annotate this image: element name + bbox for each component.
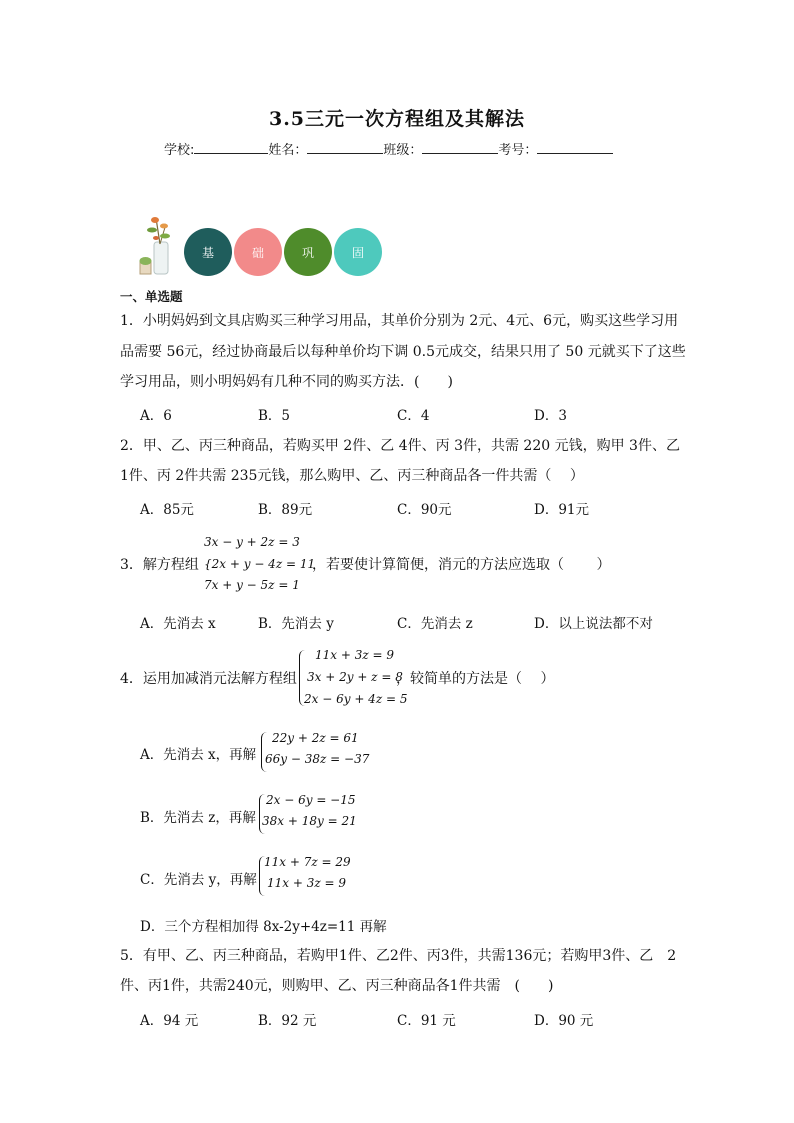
q1-option-c[interactable]: C．4	[397, 408, 430, 424]
q5-option-a[interactable]: A．94 元	[140, 1013, 199, 1029]
q3-option-d[interactable]: D．以上说法都不对	[534, 616, 653, 632]
q3-eq2: {2x + y − 4z = 11	[204, 557, 316, 571]
q3-eq1: 3x − y + 2z = 3	[204, 535, 300, 549]
q4-eq3: 2x − 6y + 4z = 5	[304, 692, 408, 706]
q3-suffix: ，若要使计算简便，消元的方法应选取（ ）	[312, 557, 611, 573]
q3-option-c[interactable]: C．先消去 z	[397, 616, 473, 632]
q4-suffix: ，较简单的方法是（ ）	[396, 671, 555, 687]
q3-prefix: 3．解方程组	[120, 557, 199, 573]
q4-option-d[interactable]: D．三个方程相加得 8x-2y+4z=11 再解	[140, 919, 387, 935]
q4-eq1: 11x + 3z = 9	[315, 648, 394, 662]
class-label: 班级：	[383, 143, 423, 158]
q3-option-a[interactable]: A．先消去 x	[140, 616, 216, 632]
q4-eq2: 3x + 2y + z = 8	[307, 670, 403, 684]
q2-line2: 1件、丙 2件共需 235元钱，那么购甲、乙、丙三种商品各一件共需（ ）	[120, 468, 584, 484]
class-blank[interactable]	[422, 141, 498, 154]
q5-option-c[interactable]: C．91 元	[397, 1013, 456, 1029]
q3-option-b[interactable]: B．先消去 y	[258, 616, 334, 632]
badge-ji: 基	[184, 228, 232, 276]
q4-option-b-eq1: 2x − 6y = −15	[266, 793, 356, 807]
q2-line1: 2．甲、乙、丙三种商品，若购买甲 2件、乙 4件、丙 3件，共需 220 元钱，购甲 3件、乙	[120, 438, 680, 454]
plant-vase-icon	[136, 214, 176, 276]
q4-option-b-eq2: 38x + 18y = 21	[262, 814, 357, 828]
name-label: 姓名：	[268, 143, 308, 158]
q2-option-d[interactable]: D．91元	[534, 502, 590, 518]
q2-option-b[interactable]: B．89元	[258, 502, 313, 518]
student-info-line	[164, 139, 613, 158]
q5-line2: 件、丙1件，共需240元，则购甲、乙、丙三种商品各1件共需 ( )	[120, 978, 554, 994]
q1-line3: 学习用品，则小明妈妈有几种不同的购买方法．( )	[120, 374, 453, 390]
q1-line1: 1．小明妈妈到文具店购买三种学习用品，其单价分别为 2元、4元、6元，购买这些学习用	[120, 313, 679, 329]
q1-option-b[interactable]: B．5	[258, 408, 291, 424]
q4-option-c-eq2: 11x + 3z = 9	[267, 876, 346, 890]
q5-option-b[interactable]: B．92 元	[258, 1013, 317, 1029]
school-label: 学校:	[164, 143, 195, 158]
badge-gong: 巩	[284, 228, 332, 276]
section-heading: 一、单选题	[120, 289, 183, 304]
page-title: 3.5三元一次方程组及其解法	[268, 108, 526, 130]
q5-line1: 5．有甲、乙、丙三种商品，若购甲1件、乙2件、丙3件，共需136元；若购甲3件、乙 2	[120, 948, 677, 964]
badge-chu: 础	[234, 228, 282, 276]
exam-number-label: 考号：	[498, 143, 538, 158]
school-blank[interactable]	[194, 141, 268, 154]
q4-option-a-eq2: 66y − 38z = −37	[265, 752, 370, 766]
q2-option-c[interactable]: C．90元	[397, 502, 452, 518]
q1-option-d[interactable]: D．3	[534, 408, 567, 424]
name-blank[interactable]	[307, 141, 383, 154]
q1-line2: 品需要 56元，经过协商最后以每种单价均下调 0.5元成交，结果只用了 50 元就买下了这些	[120, 344, 686, 360]
q3-eq3: 7x + y − 5z = 1	[204, 578, 300, 592]
q1-option-a[interactable]: A．6	[140, 408, 172, 424]
q4-option-a-eq1: 22y + 2z = 61	[272, 731, 359, 745]
q2-option-a[interactable]: A．85元	[140, 502, 194, 518]
q4-option-b[interactable]: B．先消去 z，再解	[140, 810, 256, 826]
q5-option-d[interactable]: D．90 元	[534, 1013, 594, 1029]
badge-gu: 固	[334, 228, 382, 276]
q4-option-c-eq1: 11x + 7z = 29	[264, 855, 351, 869]
q4-option-c[interactable]: C．先消去 y，再解	[140, 872, 257, 888]
q4-option-a[interactable]: A．先消去 x，再解	[140, 747, 257, 763]
q4-prefix: 4．运用加减消元法解方程组	[120, 671, 297, 687]
exam-number-blank[interactable]	[537, 141, 613, 154]
